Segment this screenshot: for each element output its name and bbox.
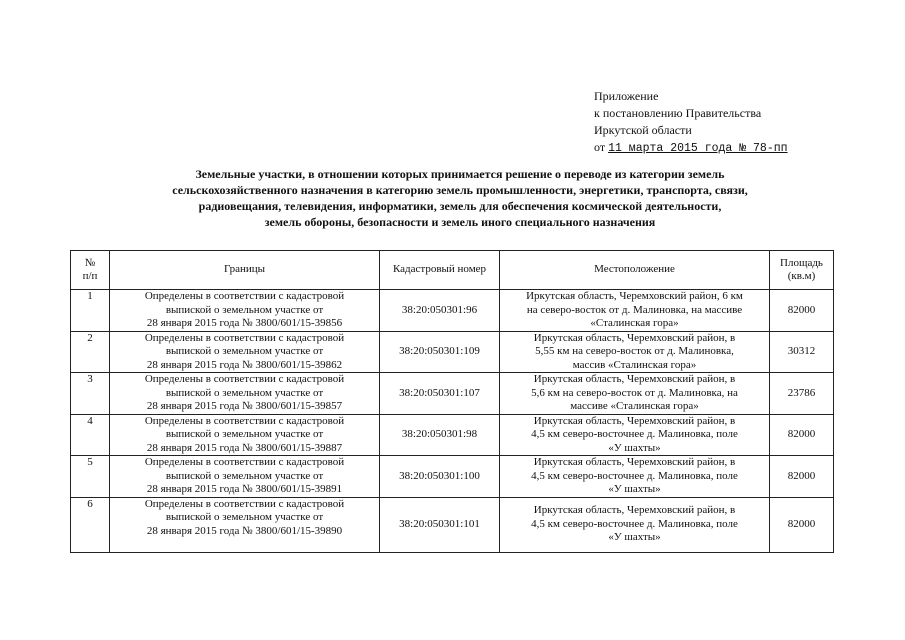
row-area: 30312 bbox=[770, 331, 834, 373]
borders-line: Определены в соответствии с кадастровой bbox=[144, 414, 345, 427]
row-location bbox=[500, 331, 770, 373]
borders-line: 28 января 2015 года № 3800/601/15-39857 bbox=[146, 400, 343, 412]
row-cadastral: 38:20:050301:98 bbox=[380, 414, 500, 456]
row-number: 6 bbox=[71, 497, 110, 552]
heading-line-2: сельскохозяйственного назначения в категорию земель промышленности, энергетики, транспорта, связи, bbox=[172, 183, 748, 197]
location-line: Иркутская область, Черемховский район, в bbox=[533, 414, 736, 427]
borders-line: 28 января 2015 года № 3800/601/15-39856 bbox=[146, 317, 343, 329]
location-line: на северо-восток от д. Малиновка, на массиве bbox=[526, 303, 743, 316]
location-line: Иркутская область, Черемховский район, в bbox=[533, 504, 736, 517]
borders-line: выпиской о земельном участке от bbox=[165, 303, 324, 316]
location-line: 4,5 км северо-восточнее д. Малиновка, поле bbox=[531, 517, 738, 530]
location-line: 4,5 км северо-восточнее д. Малиновка, поле bbox=[531, 469, 738, 482]
row-cadastral: 38:20:050301:100 bbox=[380, 456, 500, 498]
borders-line: 28 января 2015 года № 3800/601/15-39891 bbox=[146, 483, 343, 495]
row-location bbox=[500, 456, 770, 498]
location-line: Иркутская область, Черемховский район, 6 км bbox=[526, 290, 743, 302]
table-row bbox=[71, 290, 834, 332]
row-number: 2 bbox=[71, 331, 110, 373]
appendix-block bbox=[594, 88, 788, 157]
location-line: Иркутская область, Черемховский район, в bbox=[533, 331, 736, 344]
row-location bbox=[500, 497, 770, 552]
header-area-line-2: (кв.м) bbox=[787, 270, 816, 282]
appendix-title: Приложение bbox=[594, 89, 659, 103]
borders-line: Определены в соответствии с кадастровой bbox=[144, 373, 345, 385]
row-number: 1 bbox=[71, 290, 110, 332]
header-cadastral: Кадастровый номер bbox=[380, 251, 500, 290]
location-line: «У шахты» bbox=[608, 531, 661, 544]
row-cadastral: 38:20:050301:96 bbox=[380, 290, 500, 332]
row-borders bbox=[110, 414, 380, 456]
location-line: массив «Сталинская гора» bbox=[572, 358, 697, 371]
table-row bbox=[71, 373, 834, 415]
borders-line: 28 января 2015 года № 3800/601/15-39890 bbox=[146, 524, 343, 537]
location-line: массиве «Сталинская гора» bbox=[570, 400, 699, 412]
location-line: 4,5 км северо-восточнее д. Малиновка, поле bbox=[531, 428, 738, 440]
header-area-line-1: Площадь bbox=[780, 256, 823, 269]
row-number: 5 bbox=[71, 456, 110, 498]
row-borders bbox=[110, 331, 380, 373]
row-borders bbox=[110, 456, 380, 498]
appendix-line-2: к постановлению Правительства bbox=[594, 106, 762, 120]
location-line: Иркутская область, Черемховский район, в bbox=[533, 373, 736, 385]
borders-line: Определены в соответствии с кадастровой bbox=[144, 456, 345, 468]
header-borders: Границы bbox=[110, 251, 380, 290]
location-line: 5,55 км на северо-восток от д. Малиновка, bbox=[535, 345, 734, 357]
borders-line: выпиской о земельном участке от bbox=[165, 511, 324, 523]
appendix-date bbox=[594, 139, 788, 157]
row-cadastral: 38:20:050301:101 bbox=[380, 497, 500, 552]
row-location bbox=[500, 290, 770, 332]
row-area: 82000 bbox=[770, 414, 834, 456]
borders-line: 28 января 2015 года № 3800/601/15-39887 bbox=[146, 441, 343, 454]
borders-line: выпиской о земельном участке от bbox=[165, 345, 324, 357]
borders-line: Определены в соответствии с кадастровой bbox=[144, 290, 345, 302]
land-plots-table bbox=[70, 250, 834, 553]
location-line: «У шахты» bbox=[608, 483, 661, 495]
heading-line-4: земель обороны, безопасности и земель иного специального назначения bbox=[264, 215, 656, 229]
borders-line: Определены в соответствии с кадастровой bbox=[144, 497, 345, 510]
appendix-date-prefix: от bbox=[594, 140, 606, 154]
table-row bbox=[71, 456, 834, 498]
row-borders bbox=[110, 373, 380, 415]
row-cadastral: 38:20:050301:109 bbox=[380, 331, 500, 373]
location-line: «У шахты» bbox=[608, 441, 661, 454]
borders-line: Определены в соответствии с кадастровой bbox=[144, 331, 345, 344]
appendix-line-3: Иркутской области bbox=[594, 123, 692, 137]
row-location bbox=[500, 373, 770, 415]
header-num-line-1: № bbox=[84, 256, 96, 269]
header-location: Местоположение bbox=[500, 251, 770, 290]
row-number: 3 bbox=[71, 373, 110, 415]
borders-line: 28 января 2015 года № 3800/601/15-39862 bbox=[146, 358, 343, 371]
table-row bbox=[71, 414, 834, 456]
row-location bbox=[500, 414, 770, 456]
location-line: 5,6 км на северо-восток от д. Малиновка, на bbox=[531, 386, 738, 399]
row-cadastral: 38:20:050301:107 bbox=[380, 373, 500, 415]
borders-line: выпиской о земельном участке от bbox=[165, 469, 324, 482]
row-number: 4 bbox=[71, 414, 110, 456]
row-area: 82000 bbox=[770, 456, 834, 498]
heading-line-1: Земельные участки, в отношении которых принимается решение о переводе из категории земель bbox=[195, 167, 725, 181]
borders-line: выпиской о земельном участке от bbox=[165, 428, 324, 440]
appendix-date-value: 11 марта 2015 года № 78-пп bbox=[608, 142, 788, 155]
row-borders bbox=[110, 497, 380, 552]
header-num bbox=[71, 251, 110, 290]
location-line: Иркутская область, Черемховский район, в bbox=[533, 456, 736, 468]
table-row bbox=[71, 331, 834, 373]
row-area: 82000 bbox=[770, 497, 834, 552]
heading-line-3: радиовещания, телевидения, информатики, земель для обеспечения космической деятельности, bbox=[198, 199, 722, 213]
table-header-row bbox=[71, 251, 834, 290]
location-line: «Сталинская гора» bbox=[590, 317, 679, 329]
row-area: 82000 bbox=[770, 290, 834, 332]
row-area: 23786 bbox=[770, 373, 834, 415]
header-area bbox=[770, 251, 834, 290]
table-row bbox=[71, 497, 834, 552]
document-heading bbox=[100, 166, 820, 230]
header-num-line-2: п/п bbox=[82, 270, 98, 282]
row-borders bbox=[110, 290, 380, 332]
borders-line: выпиской о земельном участке от bbox=[165, 386, 324, 399]
